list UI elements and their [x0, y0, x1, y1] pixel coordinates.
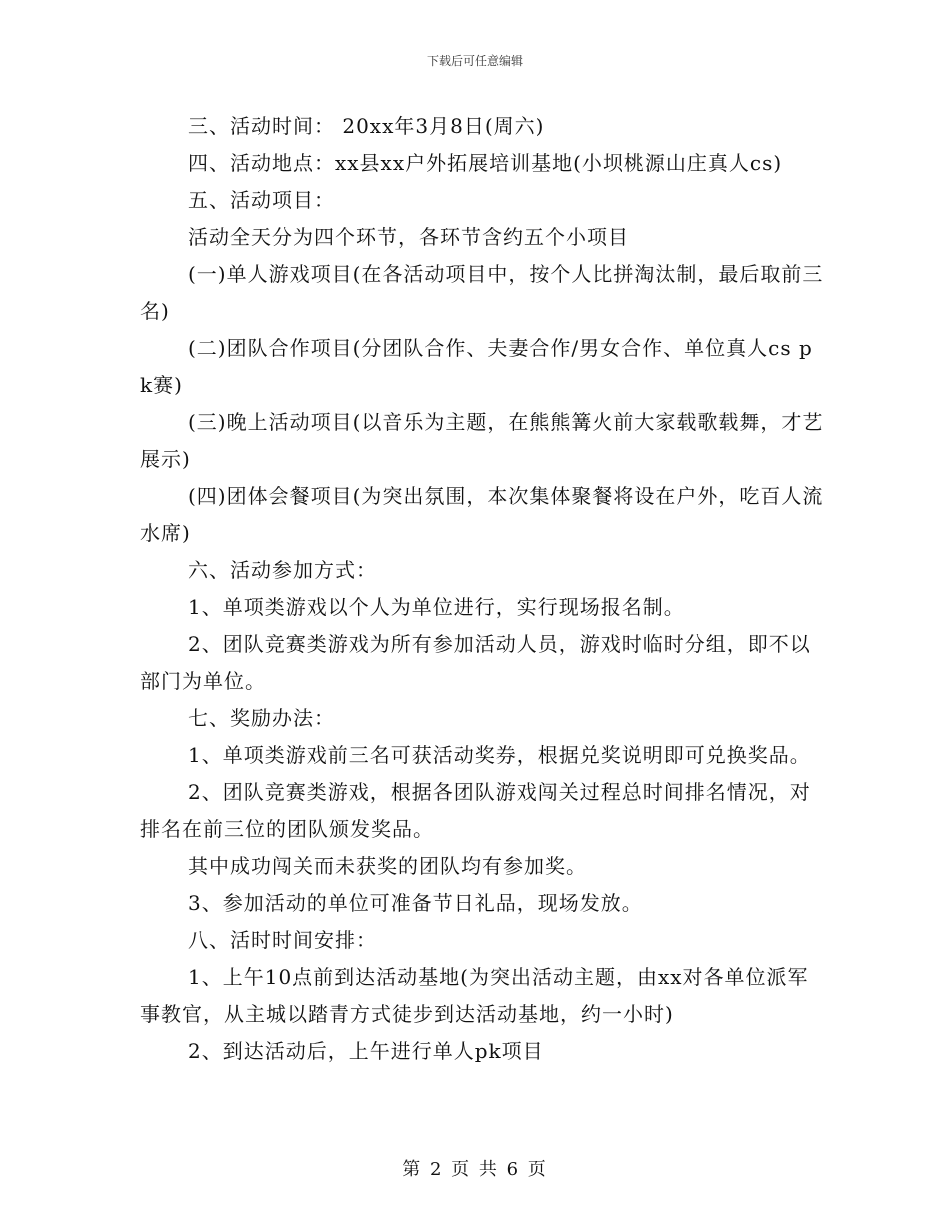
paragraph: 1、单项类游戏以个人为单位进行，实行现场报名制。: [188, 595, 685, 619]
paragraph: 五、活动项目：: [188, 188, 335, 212]
paragraph: (二)团队合作项目(分团队合作、夫妻合作/男女合作、单位真人cs pk赛): [140, 336, 813, 397]
paragraph: 六、活动参加方式：: [188, 558, 377, 582]
paragraph: 七、奖励办法：: [188, 706, 335, 730]
document-body: [140, 108, 825, 1070]
paragraph: (三)晚上活动项目(以音乐为主题，在熊熊篝火前大家载歌载舞，才艺展示): [140, 410, 824, 471]
paragraph: 八、活时时间安排：: [188, 928, 377, 952]
paragraph: 活动全天分为四个环节，各环节含约五个小项目: [188, 225, 629, 249]
paragraph: 2、团队竞赛类游戏为所有参加活动人员，游戏时临时分组，即不以部门为单位。: [140, 632, 811, 693]
paragraph: 2、到达活动后，上午进行单人pk项目: [188, 1039, 544, 1063]
paragraph: 3、参加活动的单位可准备节日礼品，现场发放。: [188, 891, 643, 915]
page-number: 第 2 页 共 6 页: [402, 1159, 548, 1180]
paragraph: (一)单人游戏项目(在各活动项目中，按个人比拼淘汰制，最后取前三名): [140, 262, 824, 323]
paragraph: 三、活动时间： 20xx年3月8日(周六): [188, 114, 545, 138]
paragraph: 1、上午10点前到达活动基地(为突出活动主题，由xx对各单位派军事教官，从主城以踏青方式徒步到达活动基地，约一小时): [140, 965, 809, 1026]
paragraph: 2、团队竞赛类游戏，根据各团队游戏闯关过程总时间排名情况，对排名在前三位的团队颁发奖品。: [140, 780, 811, 841]
paragraph: 四、活动地点：xx县xx户外拓展培训基地(小坝桃源山庄真人cs): [188, 151, 783, 175]
header-note: 下载后可任意编辑: [426, 54, 523, 68]
paragraph: 其中成功闯关而未获奖的团队均有参加奖。: [188, 854, 587, 878]
paragraph: (四)团体会餐项目(为突出氛围，本次集体聚餐将设在户外，吃百人流水席): [140, 484, 824, 545]
paragraph: 1、单项类游戏前三名可获活动奖券，根据兑奖说明即可兑换奖品。: [188, 743, 811, 767]
